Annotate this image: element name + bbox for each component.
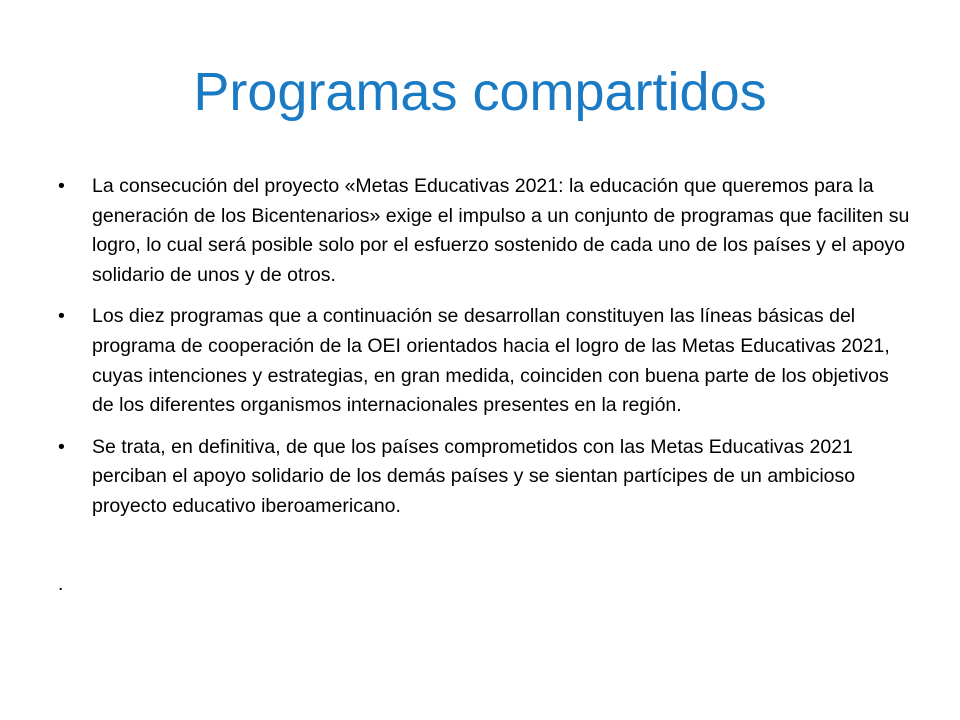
bullet-item <box>58 433 910 522</box>
bullet-item <box>58 172 910 290</box>
bullet-dot-icon: • <box>58 435 65 458</box>
bullet-text: Los diez programas que a continuación se desarrollan constituyen las líneas básicas del programa de cooperación de la OEI orientados hacia el logro de las Metas Educativas 2021, cuyas intenciones y estrategias, en gran medida, coinciden con buena parte de los objetivos de los diferentes organismos internacionales presentes en la región. <box>92 305 890 417</box>
bullet-text: La consecución del proyecto «Metas Educativas 2021: la educación que queremos para la generación de los Bicentenarios» exige el impulso a un conjunto de programas que faciliten su logro, lo cual será posible solo por el esfuerzo sostenido de cada uno de los países y el apoyo solidario de unos y de otros. <box>92 175 910 286</box>
bullet-dot-icon: • <box>58 305 65 328</box>
slide-title: Programas compartidos <box>193 62 767 122</box>
bullet-item <box>58 302 910 420</box>
bullet-dot-icon: • <box>58 175 65 197</box>
trailing-text: . <box>58 573 64 595</box>
bullet-text: Se trata, en definitiva, de que los países comprometidos con las Metas Educativas 2021 perciban el apoyo solidario de los demás países y se sientan partícipes de un ambicioso proyecto educativo iberoamericano. <box>92 435 856 517</box>
bullet-list <box>58 172 910 534</box>
